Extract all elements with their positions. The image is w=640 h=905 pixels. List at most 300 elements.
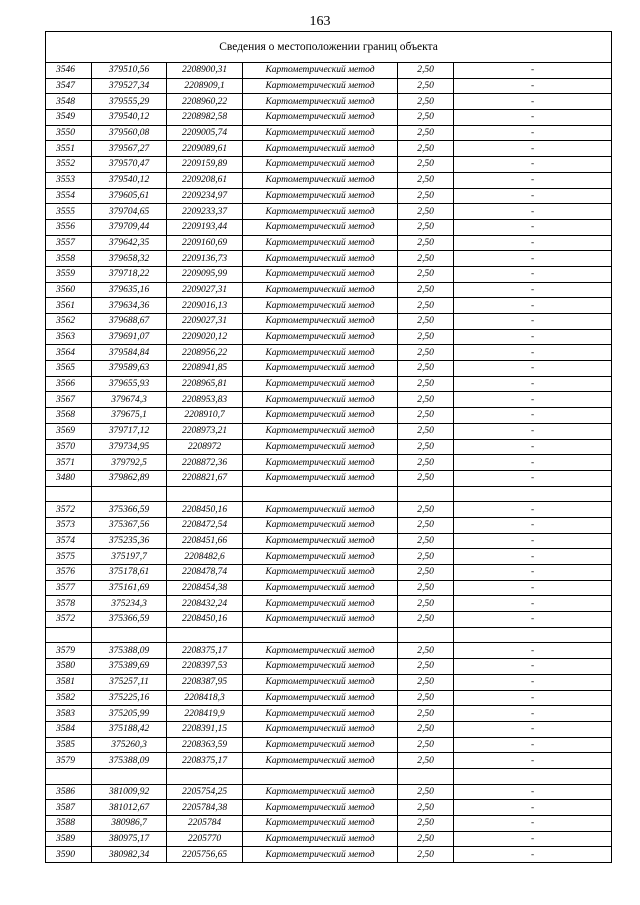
table-row xyxy=(46,329,612,345)
method-cell: Картометрический метод xyxy=(243,533,398,549)
method-cell: Картометрический метод xyxy=(243,282,398,298)
method-cell: Картометрический метод xyxy=(243,141,398,157)
empty-cell xyxy=(167,486,243,502)
coordinate-x-cell: 375235,36 xyxy=(92,533,167,549)
method-cell: Картометрический метод xyxy=(243,110,398,126)
description-cell: - xyxy=(454,345,612,361)
coordinate-x-cell: 379658,32 xyxy=(92,251,167,267)
accuracy-cell: 2,50 xyxy=(398,141,454,157)
coordinate-y-cell: 2208387,95 xyxy=(167,674,243,690)
accuracy-cell: 2,50 xyxy=(398,690,454,706)
accuracy-cell: 2,50 xyxy=(398,172,454,188)
point-number-cell: 3552 xyxy=(46,157,92,173)
coordinate-y-cell: 2205754,25 xyxy=(167,784,243,800)
coordinate-x-cell: 379709,44 xyxy=(92,219,167,235)
coordinate-y-cell: 2208450,16 xyxy=(167,612,243,628)
accuracy-cell: 2,50 xyxy=(398,517,454,533)
method-cell: Картометрический метод xyxy=(243,721,398,737)
coordinate-x-cell: 379635,16 xyxy=(92,282,167,298)
table-row xyxy=(46,800,612,816)
coordinate-y-cell: 2208982,58 xyxy=(167,110,243,126)
accuracy-cell: 2,50 xyxy=(398,78,454,94)
coordinate-x-cell: 379718,22 xyxy=(92,266,167,282)
empty-cell xyxy=(454,768,612,784)
method-cell: Картометрический метод xyxy=(243,314,398,330)
description-cell: - xyxy=(454,847,612,863)
coordinate-y-cell: 2209027,31 xyxy=(167,282,243,298)
page-number: 163 xyxy=(309,14,331,29)
point-number-cell: 3547 xyxy=(46,78,92,94)
table-row xyxy=(46,721,612,737)
coordinate-x-cell: 379567,27 xyxy=(92,141,167,157)
description-cell: - xyxy=(454,502,612,518)
table-row xyxy=(46,533,612,549)
point-number-cell: 3554 xyxy=(46,188,92,204)
description-cell: - xyxy=(454,329,612,345)
coordinate-y-cell: 2205756,65 xyxy=(167,847,243,863)
coordinate-x-cell: 381009,92 xyxy=(92,784,167,800)
coordinate-y-cell: 2208454,38 xyxy=(167,580,243,596)
method-cell: Картометрический метод xyxy=(243,204,398,220)
table-row xyxy=(46,251,612,267)
accuracy-cell: 2,50 xyxy=(398,470,454,486)
table-row xyxy=(46,784,612,800)
point-number-cell: 3577 xyxy=(46,580,92,596)
empty-cell xyxy=(92,768,167,784)
accuracy-cell: 2,50 xyxy=(398,674,454,690)
method-cell: Картометрический метод xyxy=(243,188,398,204)
description-cell: - xyxy=(454,141,612,157)
table-row xyxy=(46,706,612,722)
point-number-cell: 3578 xyxy=(46,596,92,612)
method-cell: Картометрический метод xyxy=(243,439,398,455)
coordinate-y-cell: 2209136,73 xyxy=(167,251,243,267)
description-cell: - xyxy=(454,784,612,800)
point-number-cell: 3572 xyxy=(46,502,92,518)
description-cell: - xyxy=(454,78,612,94)
point-number-cell: 3580 xyxy=(46,659,92,675)
table-row xyxy=(46,439,612,455)
coordinate-x-cell: 379570,47 xyxy=(92,157,167,173)
description-cell: - xyxy=(454,690,612,706)
description-cell: - xyxy=(454,816,612,832)
method-cell: Картометрический метод xyxy=(243,549,398,565)
accuracy-cell: 2,50 xyxy=(398,580,454,596)
point-number-cell: 3585 xyxy=(46,737,92,753)
accuracy-cell: 2,50 xyxy=(398,188,454,204)
coordinate-y-cell: 2205770 xyxy=(167,831,243,847)
description-cell: - xyxy=(454,63,612,79)
accuracy-cell: 2,50 xyxy=(398,298,454,314)
accuracy-cell: 2,50 xyxy=(398,345,454,361)
accuracy-cell: 2,50 xyxy=(398,784,454,800)
method-cell: Картометрический метод xyxy=(243,266,398,282)
table-row xyxy=(46,690,612,706)
description-cell: - xyxy=(454,439,612,455)
accuracy-cell: 2,50 xyxy=(398,94,454,110)
point-number-cell: 3559 xyxy=(46,266,92,282)
coordinate-y-cell: 2208941,85 xyxy=(167,361,243,377)
method-cell: Картометрический метод xyxy=(243,423,398,439)
description-cell: - xyxy=(454,753,612,769)
coordinate-y-cell: 2208450,16 xyxy=(167,502,243,518)
description-cell: - xyxy=(454,172,612,188)
table-row xyxy=(46,392,612,408)
empty-cell xyxy=(92,486,167,502)
table-row xyxy=(46,659,612,675)
coordinate-x-cell: 375260,3 xyxy=(92,737,167,753)
description-cell: - xyxy=(454,157,612,173)
coordinate-y-cell: 2208972 xyxy=(167,439,243,455)
point-number-cell: 3555 xyxy=(46,204,92,220)
accuracy-cell: 2,50 xyxy=(398,110,454,126)
point-number-cell: 3558 xyxy=(46,251,92,267)
point-number-cell: 3590 xyxy=(46,847,92,863)
coordinate-x-cell: 379634,36 xyxy=(92,298,167,314)
point-number-cell: 3564 xyxy=(46,345,92,361)
method-cell: Картометрический метод xyxy=(243,831,398,847)
point-number-cell: 3562 xyxy=(46,314,92,330)
coordinate-x-cell: 379589,63 xyxy=(92,361,167,377)
accuracy-cell: 2,50 xyxy=(398,816,454,832)
coordinate-x-cell: 375188,42 xyxy=(92,721,167,737)
accuracy-cell: 2,50 xyxy=(398,533,454,549)
accuracy-cell: 2,50 xyxy=(398,565,454,581)
point-number-cell: 3550 xyxy=(46,125,92,141)
table-row xyxy=(46,549,612,565)
coordinate-y-cell: 2209159,89 xyxy=(167,157,243,173)
point-number-cell: 3572 xyxy=(46,612,92,628)
coordinate-x-cell: 375257,11 xyxy=(92,674,167,690)
coordinate-x-cell: 375197,7 xyxy=(92,549,167,565)
coordinate-y-cell: 2209005,74 xyxy=(167,125,243,141)
accuracy-cell: 2,50 xyxy=(398,831,454,847)
coordinate-x-cell: 375178,61 xyxy=(92,565,167,581)
coordinate-x-cell: 379691,07 xyxy=(92,329,167,345)
point-number-cell: 3588 xyxy=(46,816,92,832)
group-separator-row xyxy=(46,486,612,502)
description-cell: - xyxy=(454,596,612,612)
method-cell: Картометрический метод xyxy=(243,408,398,424)
description-cell: - xyxy=(454,831,612,847)
coordinate-x-cell: 379655,93 xyxy=(92,376,167,392)
coordinate-x-cell: 375205,99 xyxy=(92,706,167,722)
method-cell: Картометрический метод xyxy=(243,157,398,173)
point-number-cell: 3480 xyxy=(46,470,92,486)
description-cell: - xyxy=(454,423,612,439)
table-row xyxy=(46,596,612,612)
coordinate-x-cell: 379540,12 xyxy=(92,110,167,126)
point-number-cell: 3556 xyxy=(46,219,92,235)
empty-cell xyxy=(46,486,92,502)
point-number-cell: 3582 xyxy=(46,690,92,706)
method-cell: Картометрический метод xyxy=(243,737,398,753)
table-row xyxy=(46,455,612,471)
method-cell: Картометрический метод xyxy=(243,235,398,251)
accuracy-cell: 2,50 xyxy=(398,721,454,737)
empty-cell xyxy=(243,768,398,784)
table-row xyxy=(46,674,612,690)
point-number-cell: 3553 xyxy=(46,172,92,188)
accuracy-cell: 2,50 xyxy=(398,157,454,173)
point-number-cell: 3563 xyxy=(46,329,92,345)
coordinate-y-cell: 2208960,22 xyxy=(167,94,243,110)
table-row xyxy=(46,580,612,596)
point-number-cell: 3583 xyxy=(46,706,92,722)
table-title: Сведения о местоположении границ объекта xyxy=(46,32,612,63)
point-number-cell: 3589 xyxy=(46,831,92,847)
table-row xyxy=(46,816,612,832)
method-cell: Картометрический метод xyxy=(243,643,398,659)
point-number-cell: 3576 xyxy=(46,565,92,581)
description-cell: - xyxy=(454,643,612,659)
accuracy-cell: 2,50 xyxy=(398,361,454,377)
description-cell: - xyxy=(454,470,612,486)
point-number-cell: 3568 xyxy=(46,408,92,424)
description-cell: - xyxy=(454,110,612,126)
coordinate-y-cell: 2208910,7 xyxy=(167,408,243,424)
accuracy-cell: 2,50 xyxy=(398,800,454,816)
method-cell: Картометрический метод xyxy=(243,94,398,110)
table-row xyxy=(46,282,612,298)
description-cell: - xyxy=(454,549,612,565)
description-cell: - xyxy=(454,266,612,282)
point-number-cell: 3548 xyxy=(46,94,92,110)
empty-cell xyxy=(46,768,92,784)
coordinate-x-cell: 379674,3 xyxy=(92,392,167,408)
method-cell: Картометрический метод xyxy=(243,361,398,377)
description-cell: - xyxy=(454,800,612,816)
coordinate-x-cell: 379792,5 xyxy=(92,455,167,471)
coordinate-y-cell: 2208472,54 xyxy=(167,517,243,533)
empty-cell xyxy=(167,768,243,784)
table-row xyxy=(46,376,612,392)
table-row xyxy=(46,737,612,753)
table-row xyxy=(46,345,612,361)
table-row xyxy=(46,266,612,282)
method-cell: Картометрический метод xyxy=(243,172,398,188)
coordinate-y-cell: 2205784,38 xyxy=(167,800,243,816)
accuracy-cell: 2,50 xyxy=(398,251,454,267)
description-cell: - xyxy=(454,94,612,110)
empty-cell xyxy=(92,627,167,643)
description-cell: - xyxy=(454,251,612,267)
accuracy-cell: 2,50 xyxy=(398,439,454,455)
point-number-cell: 3586 xyxy=(46,784,92,800)
description-cell: - xyxy=(454,235,612,251)
description-cell: - xyxy=(454,580,612,596)
coordinate-x-cell: 375388,09 xyxy=(92,753,167,769)
accuracy-cell: 2,50 xyxy=(398,266,454,282)
coordinate-x-cell: 379540,12 xyxy=(92,172,167,188)
table-row xyxy=(46,141,612,157)
coordinate-y-cell: 2208965,81 xyxy=(167,376,243,392)
coordinate-y-cell: 2208391,15 xyxy=(167,721,243,737)
coordinate-x-cell: 375234,3 xyxy=(92,596,167,612)
table-row xyxy=(46,110,612,126)
table-row xyxy=(46,94,612,110)
point-number-cell: 3584 xyxy=(46,721,92,737)
accuracy-cell: 2,50 xyxy=(398,392,454,408)
coordinate-x-cell: 379555,29 xyxy=(92,94,167,110)
point-number-cell: 3557 xyxy=(46,235,92,251)
coordinate-x-cell: 375161,69 xyxy=(92,580,167,596)
point-number-cell: 3570 xyxy=(46,439,92,455)
coordinate-x-cell: 380982,34 xyxy=(92,847,167,863)
empty-cell xyxy=(398,768,454,784)
description-cell: - xyxy=(454,612,612,628)
coordinate-x-cell: 375366,59 xyxy=(92,502,167,518)
empty-cell xyxy=(46,627,92,643)
accuracy-cell: 2,50 xyxy=(398,706,454,722)
description-cell: - xyxy=(454,219,612,235)
group-separator-row xyxy=(46,768,612,784)
method-cell: Картометрический метод xyxy=(243,63,398,79)
table-row xyxy=(46,831,612,847)
point-number-cell: 3546 xyxy=(46,63,92,79)
empty-cell xyxy=(454,486,612,502)
coordinate-x-cell: 375225,16 xyxy=(92,690,167,706)
table-row xyxy=(46,423,612,439)
description-cell: - xyxy=(454,298,612,314)
coordinate-y-cell: 2209160,69 xyxy=(167,235,243,251)
table-row xyxy=(46,219,612,235)
table-row xyxy=(46,502,612,518)
coordinate-y-cell: 2208973,21 xyxy=(167,423,243,439)
method-cell: Картометрический метод xyxy=(243,251,398,267)
point-number-cell: 3560 xyxy=(46,282,92,298)
method-cell: Картометрический метод xyxy=(243,502,398,518)
method-cell: Картометрический метод xyxy=(243,565,398,581)
accuracy-cell: 2,50 xyxy=(398,643,454,659)
coordinate-x-cell: 375366,59 xyxy=(92,612,167,628)
description-cell: - xyxy=(454,455,612,471)
coordinate-y-cell: 2208375,17 xyxy=(167,753,243,769)
method-cell: Картометрический метод xyxy=(243,659,398,675)
description-cell: - xyxy=(454,188,612,204)
table-row xyxy=(46,63,612,79)
accuracy-cell: 2,50 xyxy=(398,847,454,863)
point-number-cell: 3571 xyxy=(46,455,92,471)
accuracy-cell: 2,50 xyxy=(398,125,454,141)
description-cell: - xyxy=(454,125,612,141)
empty-cell xyxy=(454,627,612,643)
coordinate-y-cell: 2209016,13 xyxy=(167,298,243,314)
coordinate-y-cell: 2208872,36 xyxy=(167,455,243,471)
coordinate-x-cell: 375389,69 xyxy=(92,659,167,675)
coordinate-x-cell: 379527,34 xyxy=(92,78,167,94)
accuracy-cell: 2,50 xyxy=(398,549,454,565)
coordinate-y-cell: 2208953,83 xyxy=(167,392,243,408)
coordinate-y-cell: 2209089,61 xyxy=(167,141,243,157)
accuracy-cell: 2,50 xyxy=(398,612,454,628)
accuracy-cell: 2,50 xyxy=(398,63,454,79)
method-cell: Картометрический метод xyxy=(243,376,398,392)
accuracy-cell: 2,50 xyxy=(398,314,454,330)
empty-cell xyxy=(243,486,398,502)
accuracy-cell: 2,50 xyxy=(398,753,454,769)
method-cell: Картометрический метод xyxy=(243,706,398,722)
coordinate-x-cell: 379734,95 xyxy=(92,439,167,455)
method-cell: Картометрический метод xyxy=(243,784,398,800)
description-cell: - xyxy=(454,737,612,753)
table-row xyxy=(46,157,612,173)
coordinate-x-cell: 379642,35 xyxy=(92,235,167,251)
description-cell: - xyxy=(454,392,612,408)
accuracy-cell: 2,50 xyxy=(398,423,454,439)
point-number-cell: 3549 xyxy=(46,110,92,126)
coordinate-y-cell: 2208900,31 xyxy=(167,63,243,79)
accuracy-cell: 2,50 xyxy=(398,455,454,471)
group-separator-row xyxy=(46,627,612,643)
accuracy-cell: 2,50 xyxy=(398,596,454,612)
accuracy-cell: 2,50 xyxy=(398,659,454,675)
coordinate-y-cell: 2208363,59 xyxy=(167,737,243,753)
method-cell: Картометрический метод xyxy=(243,800,398,816)
coordinate-x-cell: 379688,67 xyxy=(92,314,167,330)
coordinate-x-cell: 379717,12 xyxy=(92,423,167,439)
method-cell: Картометрический метод xyxy=(243,470,398,486)
table-row xyxy=(46,470,612,486)
description-cell: - xyxy=(454,408,612,424)
boundary-coordinates-table xyxy=(45,31,612,863)
method-cell: Картометрический метод xyxy=(243,298,398,314)
coordinate-y-cell: 2208397,53 xyxy=(167,659,243,675)
point-number-cell: 3569 xyxy=(46,423,92,439)
coordinate-y-cell: 2209095,99 xyxy=(167,266,243,282)
table-row xyxy=(46,125,612,141)
coordinate-y-cell: 2209234,97 xyxy=(167,188,243,204)
method-cell: Картометрический метод xyxy=(243,78,398,94)
description-cell: - xyxy=(454,361,612,377)
coordinate-y-cell: 2208451,66 xyxy=(167,533,243,549)
coordinate-y-cell: 2208821,67 xyxy=(167,470,243,486)
accuracy-cell: 2,50 xyxy=(398,282,454,298)
coordinate-x-cell: 379605,61 xyxy=(92,188,167,204)
coordinate-x-cell: 379675,1 xyxy=(92,408,167,424)
table-row xyxy=(46,517,612,533)
point-number-cell: 3566 xyxy=(46,376,92,392)
method-cell: Картометрический метод xyxy=(243,753,398,769)
table-row xyxy=(46,298,612,314)
coordinate-y-cell: 2209233,37 xyxy=(167,204,243,220)
coordinate-y-cell: 2209020,12 xyxy=(167,329,243,345)
description-cell: - xyxy=(454,565,612,581)
coordinate-x-cell: 380986,7 xyxy=(92,816,167,832)
empty-cell xyxy=(243,627,398,643)
accuracy-cell: 2,50 xyxy=(398,737,454,753)
point-number-cell: 3587 xyxy=(46,800,92,816)
description-cell: - xyxy=(454,282,612,298)
table-title-row xyxy=(46,32,612,63)
method-cell: Картометрический метод xyxy=(243,612,398,628)
method-cell: Картометрический метод xyxy=(243,455,398,471)
coordinate-x-cell: 381012,67 xyxy=(92,800,167,816)
coordinate-y-cell: 2208432,24 xyxy=(167,596,243,612)
table-row xyxy=(46,565,612,581)
method-cell: Картометрический метод xyxy=(243,690,398,706)
point-number-cell: 3579 xyxy=(46,643,92,659)
point-number-cell: 3579 xyxy=(46,753,92,769)
description-cell: - xyxy=(454,674,612,690)
table-row xyxy=(46,204,612,220)
point-number-cell: 3561 xyxy=(46,298,92,314)
empty-cell xyxy=(167,627,243,643)
coordinate-y-cell: 2209193,44 xyxy=(167,219,243,235)
table-row xyxy=(46,78,612,94)
table-row xyxy=(46,361,612,377)
description-cell: - xyxy=(454,314,612,330)
